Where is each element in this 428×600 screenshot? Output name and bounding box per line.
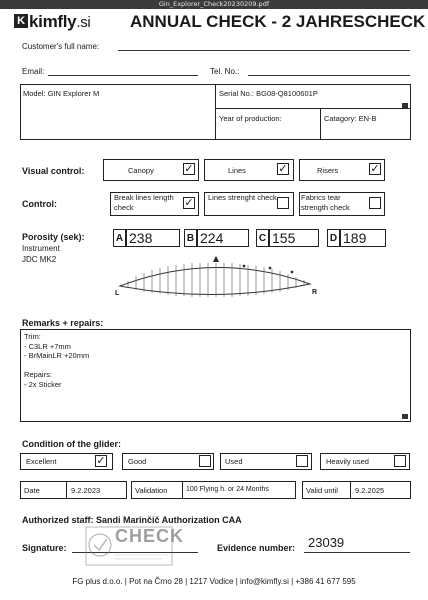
visual-control-label: Visual control: — [22, 166, 85, 176]
remarks-corner-mark — [402, 414, 408, 419]
condition-label: Condition of the glider: — [22, 439, 121, 449]
instrument-line1: Instrument — [22, 244, 60, 253]
valid-until-divider — [350, 481, 351, 499]
glider-box-vdivider — [320, 108, 321, 140]
porosity-c-value[interactable]: 155 — [269, 229, 319, 247]
logo-mark: K — [14, 14, 28, 28]
wing-right-label: R — [312, 289, 318, 296]
glider-box-hdivider — [215, 108, 411, 109]
porosity-a-letter: A — [113, 229, 126, 247]
validation-value[interactable]: 100 Flying h. or 24 Months — [186, 486, 269, 493]
email-label: Email: — [22, 67, 45, 76]
condition-heavily-used-label: Heavily used — [326, 457, 369, 466]
control-lines-strength-checkbox[interactable] — [277, 197, 289, 209]
customer-name-line[interactable] — [118, 50, 410, 51]
valid-until-value[interactable]: 9.2.2025 — [355, 486, 385, 495]
signature-label: Signature: — [22, 543, 67, 553]
model-row — [23, 89, 99, 98]
model-value: GIN Explorer M — [47, 89, 100, 98]
customer-name-label: Customer's full name: — [22, 42, 100, 51]
condition-excellent-label: Excellent — [26, 457, 57, 466]
validation-label: Validation — [135, 486, 168, 495]
evidence-label: Evidence number: — [217, 543, 296, 553]
wing-left-label: L — [115, 290, 120, 297]
wing-diagram — [110, 254, 320, 306]
condition-excellent-checkbox[interactable]: ✓ — [96, 455, 106, 467]
validation-divider — [182, 481, 183, 499]
remarks-line: Trim: — [24, 332, 41, 341]
stamp-text: CHECK — [115, 526, 185, 546]
tel-line[interactable] — [248, 75, 410, 76]
corner-mark — [402, 103, 408, 108]
porosity-label: Porosity (sek): — [22, 232, 85, 242]
serial-value: BG08-Q8100601P — [256, 89, 318, 98]
category-value: EN-B — [358, 114, 377, 123]
authorized-staff: Authorized staff: Sandi Marinčič Authorization CAA — [22, 515, 242, 525]
email-line[interactable] — [48, 75, 198, 76]
serial-row — [219, 89, 318, 98]
category-row — [324, 114, 377, 123]
porosity-d-letter: D — [327, 229, 340, 247]
remarks-line: - BrMainLR +20mm — [24, 351, 90, 360]
control-break-lines-checkbox[interactable]: ✓ — [184, 197, 194, 209]
control-break-lines-label: Break lines length check — [114, 193, 174, 212]
glider-box-divider — [215, 84, 216, 140]
valid-until-label: Valid until — [306, 486, 338, 495]
visual-canopy-checkbox[interactable]: ✓ — [184, 163, 194, 175]
porosity-a-value[interactable]: 238 — [126, 229, 180, 247]
instrument-line2: JDC MK2 — [22, 255, 57, 264]
date-divider — [66, 481, 67, 499]
date-label: Date — [24, 486, 40, 495]
logo-brand: kimfly — [29, 12, 77, 31]
visual-lines-checkbox[interactable]: ✓ — [278, 163, 288, 175]
visual-lines-label: Lines — [228, 166, 246, 175]
tel-label: Tel. No.: — [210, 67, 240, 76]
date-value[interactable]: 9.2.2023 — [71, 486, 101, 495]
remarks-line: Repairs: — [24, 370, 52, 379]
porosity-d-value[interactable]: 189 — [340, 229, 386, 247]
remarks-text — [24, 332, 89, 389]
condition-good-checkbox[interactable] — [199, 455, 211, 467]
condition-used-checkbox[interactable] — [296, 455, 308, 467]
category-label: Catagory: — [324, 114, 357, 123]
page-title: ANNUAL CHECK - 2 JAHRESCHECK — [130, 12, 426, 31]
condition-used-label: Used — [225, 457, 243, 466]
evidence-number[interactable]: 23039 — [308, 535, 345, 550]
serial-label: Serial No.: — [219, 89, 255, 98]
pdf-filename: Gin_Explorer_Check20230209.pdf — [0, 0, 428, 9]
evidence-line — [304, 552, 410, 553]
year-label: Year of production: — [219, 114, 282, 123]
model-label: Model: — [23, 89, 46, 98]
porosity-c-letter: C — [256, 229, 269, 247]
control-fabrics-label: Fabrics tear strength check — [301, 193, 350, 212]
remarks-label: Remarks + repairs: — [22, 318, 104, 328]
remarks-line: - C3LR +7mm — [24, 341, 71, 351]
remarks-line — [24, 361, 89, 371]
control-fabrics-checkbox[interactable] — [369, 197, 381, 209]
control-label: Control: — [22, 199, 57, 209]
control-lines-strength-label: Lines strenght check — [208, 193, 277, 202]
porosity-b-value[interactable]: 224 — [197, 229, 249, 247]
visual-risers-checkbox[interactable]: ✓ — [370, 163, 380, 175]
porosity-b-letter: B — [184, 229, 197, 247]
logo-suffix: .si — [76, 14, 91, 31]
condition-heavily-used-checkbox[interactable] — [394, 455, 406, 467]
visual-canopy-label: Canopy — [128, 166, 154, 175]
footer: FG plus d.o.o. | Pot na Črno 28 | 1217 Vodice | info@kimfly.si | +386 41 677 595 — [72, 577, 356, 586]
visual-risers-label: Risers — [317, 166, 339, 175]
kimfly-logo — [14, 12, 90, 32]
remarks-line: - 2x Sticker — [24, 379, 62, 389]
condition-good-label: Good — [128, 457, 147, 466]
